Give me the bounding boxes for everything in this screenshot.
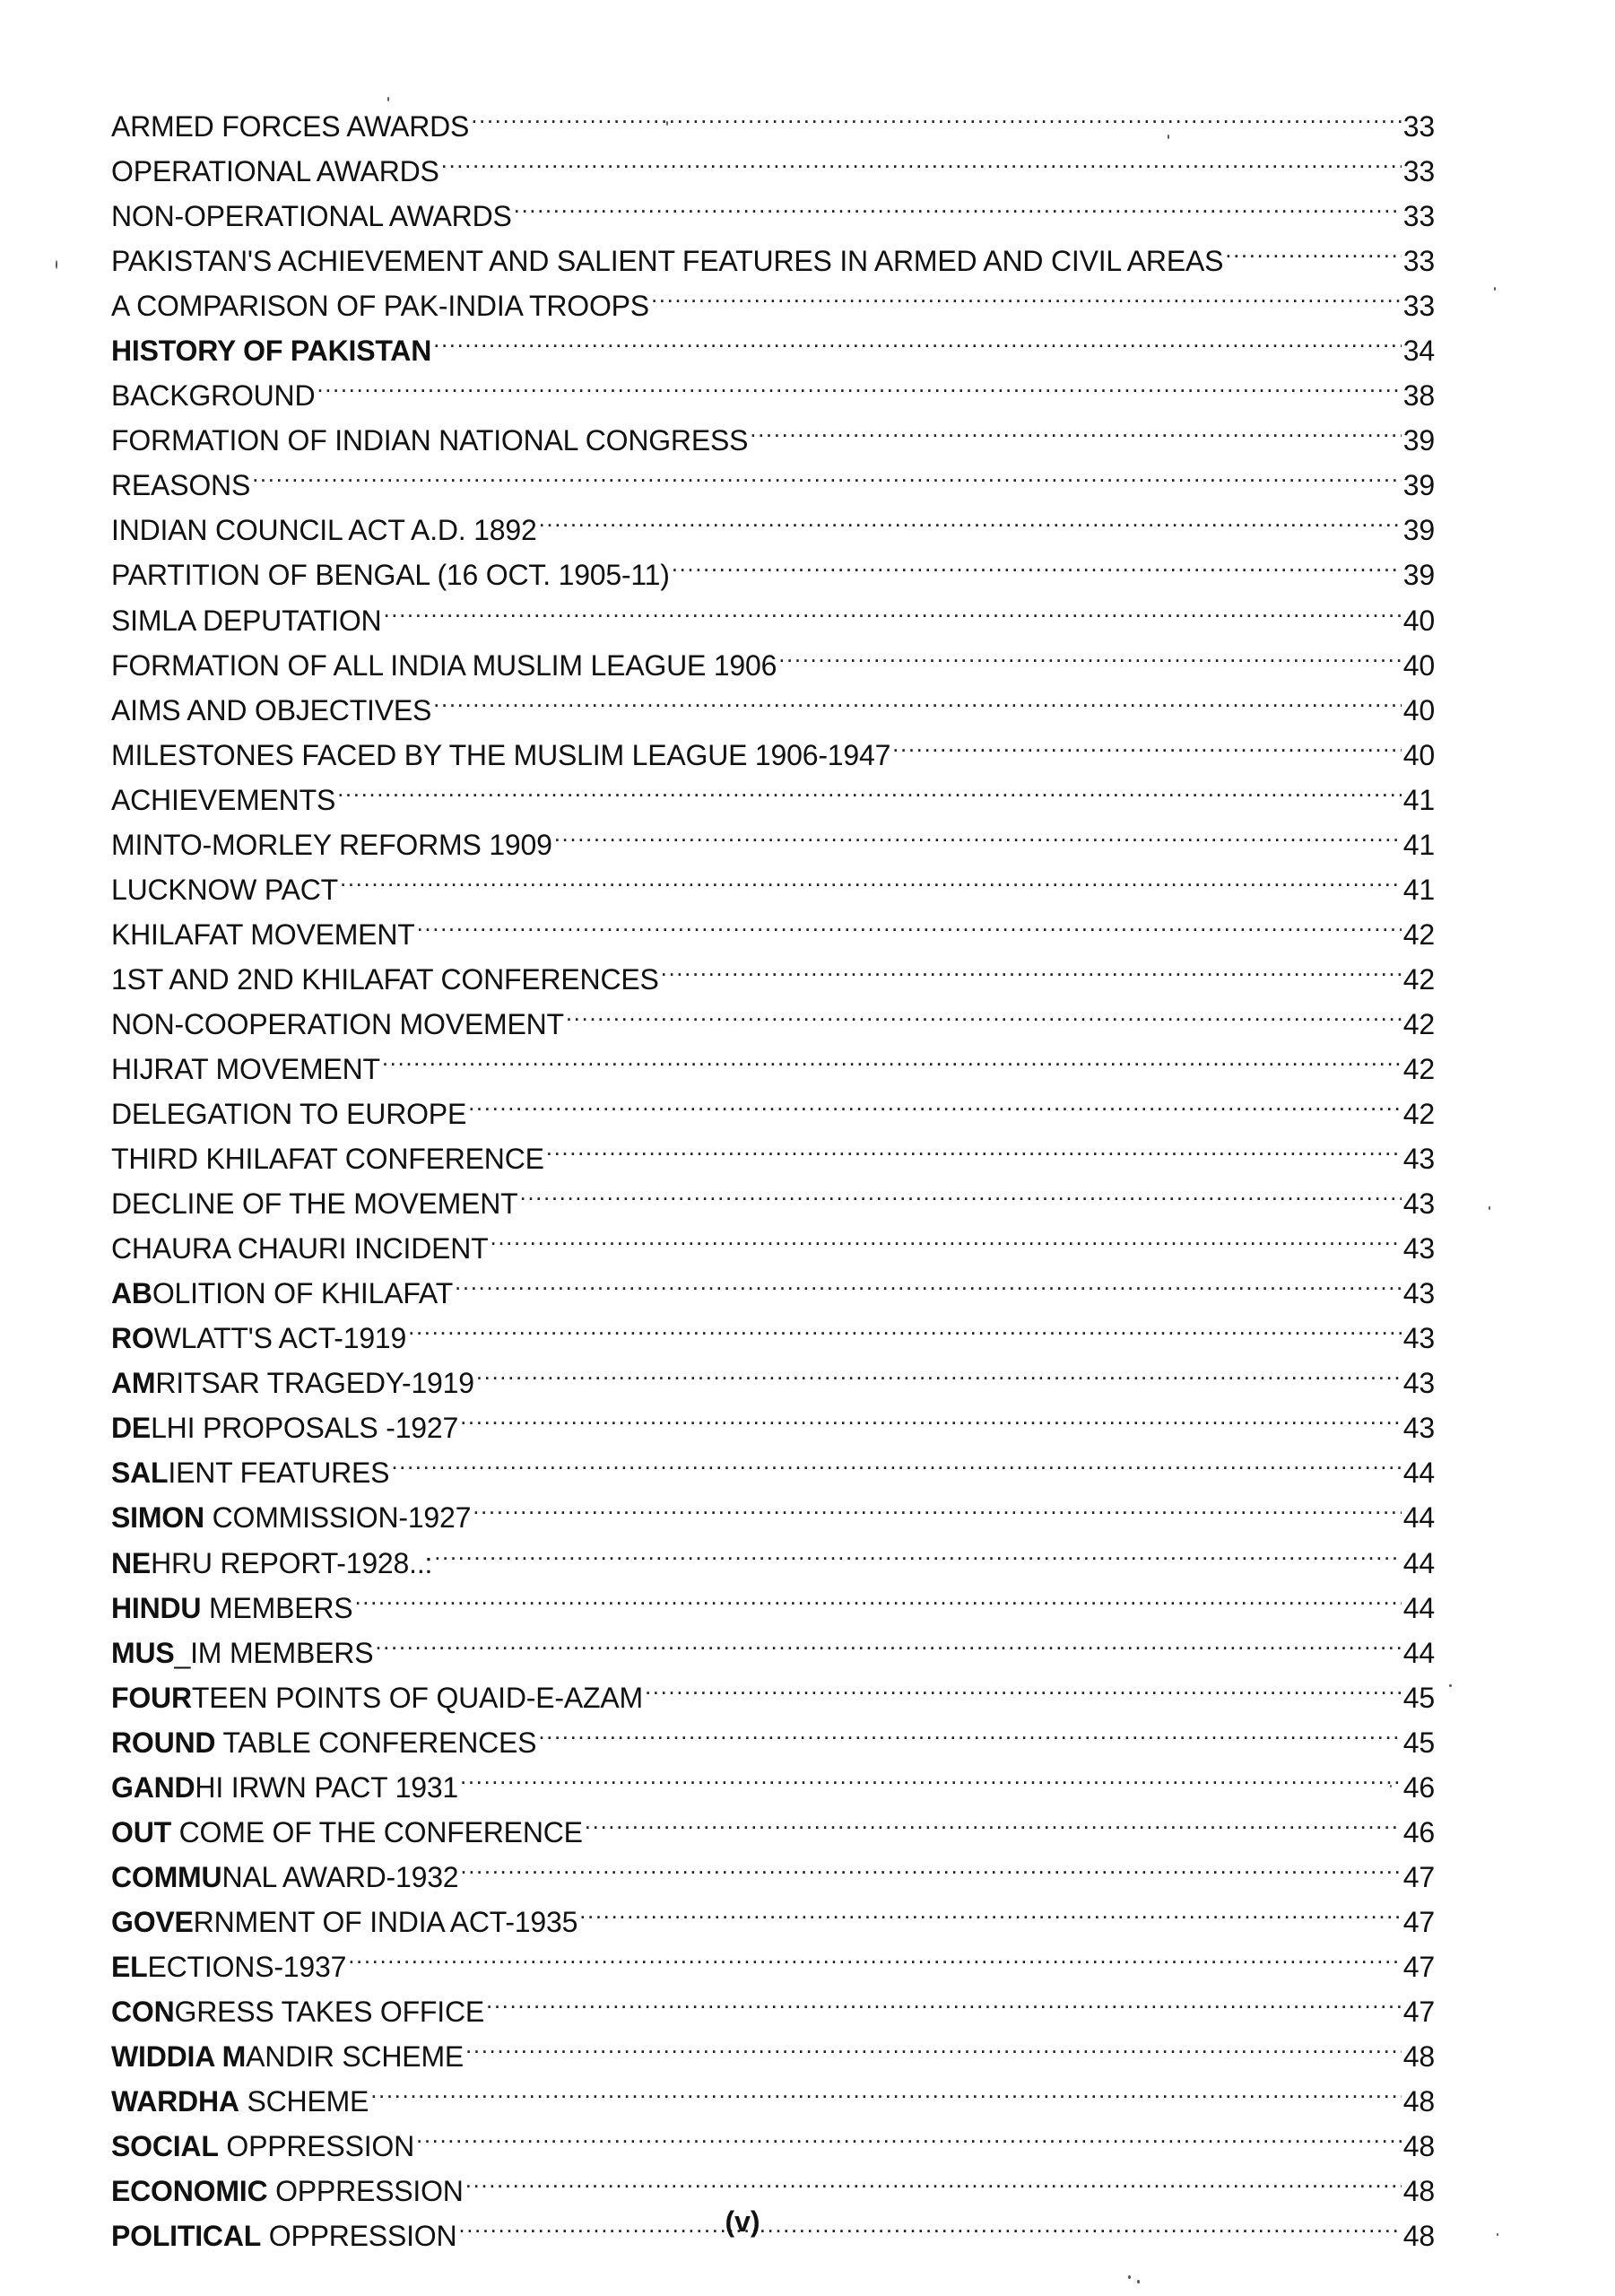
toc-entry-title <box>111 1271 453 1316</box>
dot-leader <box>579 1887 1402 1932</box>
dot-leader <box>460 1393 1402 1438</box>
toc-entry-title-text: MINTO-MORLEY REFORMS 1909 <box>111 828 552 861</box>
toc-entry-title-text: _IM MEMBERS <box>174 1636 374 1669</box>
scan-speck <box>387 97 389 101</box>
toc-entry-page-number: 34 <box>1402 335 1435 368</box>
toc-entry-title-text: REASONS <box>111 469 251 502</box>
toc-entry-title <box>111 688 431 733</box>
dot-leader <box>546 1124 1402 1169</box>
toc-entry-title-bold: HISTORY OF PAKISTAN <box>111 335 432 368</box>
toc-entry-page-number: 41 <box>1402 783 1435 816</box>
toc-entry-title-text: COME OF THE CONFERENCE <box>170 1815 583 1848</box>
toc-entry-page-number: 38 <box>1402 379 1435 413</box>
dot-leader <box>433 316 1402 361</box>
toc-entry-page-number: 33 <box>1402 290 1435 323</box>
toc-entry-title <box>111 912 415 957</box>
toc-entry-title-text: GRESS TAKES OFFICE <box>174 1995 485 2028</box>
scan-speck <box>1449 1684 1452 1687</box>
toc-entry-title <box>111 1181 518 1226</box>
scan-speck <box>1494 287 1496 291</box>
toc-entry-title-text: OPPRESSION <box>261 2220 457 2253</box>
toc-entry <box>111 450 1435 502</box>
toc-entry-title-text: HRU REPORT-1928..: <box>151 1546 433 1579</box>
toc-entry-page-number: 44 <box>1402 1591 1435 1624</box>
toc-entry-page-number: 46 <box>1402 1770 1435 1804</box>
toc-entry-page-number: 48 <box>1402 2220 1435 2253</box>
dot-leader <box>337 765 1402 810</box>
toc-entry-title-text: KHILAFAT MOVEMENT <box>111 918 415 951</box>
toc-entry-page-number: 44 <box>1402 1546 1435 1579</box>
dot-leader <box>651 271 1402 316</box>
toc-entry-title-text: A COMPARISON OF PAK-INDIA TROOPS <box>111 290 649 323</box>
toc-entry-title <box>111 2079 369 2124</box>
toc-entry-title <box>111 1361 474 1405</box>
toc-entry-title <box>111 1136 544 1181</box>
toc-entry-page-number: 47 <box>1402 1860 1435 1893</box>
dot-leader <box>354 1573 1401 1618</box>
toc-entry-title-text: FORMATION OF INDIAN NATIONAL CONGRESS <box>111 424 749 457</box>
dot-leader <box>661 944 1402 989</box>
toc-entry-title-text: THIRD KHILAFAT CONFERENCE <box>111 1143 544 1176</box>
dot-leader <box>750 405 1402 450</box>
dot-leader <box>417 900 1402 944</box>
dot-leader <box>539 495 1402 540</box>
dot-leader <box>408 1303 1402 1348</box>
toc-entry-page-number: 45 <box>1402 1681 1435 1714</box>
toc-entry-page-number: 48 <box>1402 2040 1435 2074</box>
dot-leader <box>645 1663 1402 1708</box>
scan-speck <box>56 260 57 269</box>
toc-entry-title-bold: SIMON <box>111 1501 204 1535</box>
toc-entry-title-bold: WARDHA <box>111 2085 239 2118</box>
dot-leader <box>672 540 1402 585</box>
toc-entry-page-number: 43 <box>1402 1187 1435 1221</box>
toc-entry-title-text: MEMBERS <box>201 1591 353 1624</box>
toc-entry-page-number: 43 <box>1402 1322 1435 1355</box>
dot-leader <box>433 675 1402 720</box>
dot-leader <box>252 450 1402 495</box>
dot-leader <box>455 1258 1402 1303</box>
toc-entry-title <box>111 104 469 149</box>
dot-leader <box>391 1438 1401 1483</box>
toc-entry-title <box>111 867 338 912</box>
dot-leader <box>348 1932 1402 1977</box>
scan-speck <box>666 121 668 126</box>
toc-entry-title <box>111 1631 373 1675</box>
toc-entry-title <box>111 2124 414 2169</box>
table-of-contents <box>111 91 1435 2253</box>
toc-entry-title-text: SIMLA DEPUTATION <box>111 604 382 637</box>
dot-leader <box>382 1034 1402 1079</box>
toc-entry-title-text: RNMENT OF INDIA ACT-1935 <box>193 1905 578 1938</box>
toc-entry-title-text: DELEGATION TO EUROPE <box>111 1098 467 1131</box>
toc-entry-title-text: COMMISSION-1927 <box>204 1501 472 1535</box>
dot-leader <box>486 1977 1402 2022</box>
toc-entry-title-bold: GAND <box>111 1770 195 1804</box>
dot-leader <box>465 2156 1402 2201</box>
toc-entry <box>111 91 1435 143</box>
toc-entry-title <box>111 1047 380 1091</box>
toc-entry-page-number: 48 <box>1402 2175 1435 2208</box>
toc-entry-title <box>111 373 315 418</box>
toc-entry-title-text: BACKGROUND <box>111 379 316 413</box>
toc-entry-title-bold: OUT <box>111 1815 171 1848</box>
toc-entry-page-number: 43 <box>1402 1412 1435 1445</box>
toc-entry-title <box>111 778 335 822</box>
toc-entry-page-number: 39 <box>1402 559 1435 592</box>
toc-entry-title-text: ECTIONS-1937 <box>147 1950 347 1983</box>
dot-leader <box>317 361 1401 405</box>
dot-leader <box>566 989 1402 1034</box>
toc-entry-page-number: 40 <box>1402 604 1435 637</box>
dot-leader <box>538 1708 1401 1752</box>
toc-entry-title-bold: ECONOMIC <box>111 2175 268 2208</box>
toc-entry-title-text: SCHEME <box>239 2085 369 2118</box>
toc-entry-title-text: OPPRESSION <box>218 2130 415 2163</box>
dot-leader <box>778 631 1402 675</box>
dot-leader <box>370 2066 1402 2111</box>
toc-entry-title-text: AIMS AND OBJECTIVES <box>111 693 432 726</box>
toc-entry-page-number: 33 <box>1402 155 1435 188</box>
toc-entry-title-text: WLATT'S ACT-1919 <box>153 1322 407 1355</box>
scan-speck <box>1489 1206 1490 1210</box>
dot-leader <box>434 1528 1402 1573</box>
toc-entry-page-number: 45 <box>1402 1726 1435 1759</box>
dot-leader <box>520 1169 1402 1213</box>
toc-entry-title-text: MILESTONES FACED BY THE MUSLIM LEAGUE 1906-1947 <box>111 738 891 771</box>
toc-entry-page-number: 33 <box>1402 200 1435 233</box>
toc-entry-title-text: NAL AWARD-1932 <box>221 1860 459 1893</box>
toc-entry-title <box>111 463 250 508</box>
toc-entry-title-text: INDIAN COUNCIL ACT A.D. 1892 <box>111 514 537 547</box>
toc-entry-title <box>111 1944 346 1989</box>
dot-leader <box>416 2111 1402 2156</box>
toc-entry-title-bold: MUS <box>111 1636 175 1669</box>
toc-entry-page-number: 43 <box>1402 1143 1435 1176</box>
dot-leader <box>476 1348 1402 1393</box>
dot-leader <box>465 2022 1402 2066</box>
toc-entry-title-text: TABLE CONFERENCES <box>215 1726 537 1759</box>
scan-speck <box>1168 135 1169 139</box>
page-number-footer: (v) <box>725 2205 760 2238</box>
dot-leader <box>441 136 1402 181</box>
toc-entry-title-text: ANDIR SCHEME <box>246 2040 465 2074</box>
toc-entry-title-bold: DE <box>111 1412 152 1445</box>
toc-entry-title-bold: AB <box>111 1277 152 1310</box>
toc-entry-page-number: 42 <box>1402 918 1435 951</box>
toc-entry-page-number: 43 <box>1402 1367 1435 1400</box>
toc-entry-title <box>111 1989 484 2034</box>
toc-entry-page-number: 42 <box>1402 962 1435 996</box>
toc-entry-title-bold: POLITICAL <box>111 2220 262 2253</box>
toc-entry-title <box>111 1450 389 1495</box>
toc-entry-page-number: 48 <box>1402 2130 1435 2163</box>
toc-entry-title-text: IENT FEATURES <box>168 1457 390 1490</box>
toc-entry-page-number: 41 <box>1402 873 1435 906</box>
toc-entry-page-number: 47 <box>1402 1905 1435 1938</box>
toc-entry-title-text: HI IRWN PACT 1931 <box>195 1770 459 1804</box>
dot-leader <box>383 586 1401 631</box>
dot-leader <box>460 1842 1401 1887</box>
toc-entry-title-text: 1ST AND 2ND KHILAFAT CONFERENCES <box>111 962 659 996</box>
toc-entry-title-text: ARMED FORCES AWARDS <box>111 110 470 143</box>
toc-entry-page-number: 41 <box>1402 828 1435 861</box>
toc-entry-title-text: CHAURA CHAURI INCIDENT <box>111 1232 489 1265</box>
toc-entry-title <box>111 194 512 239</box>
toc-entry-title-text: PAKISTAN'S ACHIEVEMENT AND SALIENT FEATURES IN ARMED AND CIVIL AREAS <box>111 245 1224 278</box>
toc-entry-title <box>111 1495 471 1540</box>
dot-leader <box>460 1752 1402 1797</box>
dot-leader <box>375 1618 1401 1663</box>
dot-leader <box>514 181 1402 226</box>
toc-entry-title <box>111 598 381 643</box>
toc-entry-title <box>111 1765 458 1810</box>
toc-entry-title-bold: GOVE <box>111 1905 194 1938</box>
toc-entry-title <box>111 1316 406 1361</box>
toc-entry-title-bold: FOUR <box>111 1681 192 1714</box>
toc-entry-page-number: 43 <box>1402 1232 1435 1265</box>
dot-leader <box>585 1797 1402 1842</box>
toc-entry-title-bold: CON <box>111 1995 175 2028</box>
toc-entry-title <box>111 1226 489 1271</box>
toc-entry-title-bold: WIDDIA M <box>111 2040 247 2074</box>
toc-entry-page-number: 46 <box>1402 1815 1435 1848</box>
toc-entry-title-text: FORMATION OF ALL INDIA MUSLIM LEAGUE 1906 <box>111 648 777 682</box>
toc-entry-title-bold: ROUND <box>111 1726 216 1759</box>
toc-entry-page-number: 44 <box>1402 1636 1435 1669</box>
toc-entry <box>111 495 1435 547</box>
toc-entry-page-number: 44 <box>1402 1457 1435 1490</box>
toc-entry-page-number: 47 <box>1402 1950 1435 1983</box>
toc-entry-title-bold: AM <box>111 1367 156 1400</box>
dot-leader <box>1225 226 1402 271</box>
toc-entry-title-bold: RO <box>111 1322 154 1355</box>
toc-entry-page-number: 43 <box>1402 1277 1435 1310</box>
toc-entry-page-number: 47 <box>1402 1995 1435 2028</box>
dot-leader <box>554 810 1402 855</box>
toc-entry-title <box>111 149 439 194</box>
toc-entry-title <box>111 1091 466 1136</box>
dot-leader <box>340 855 1402 900</box>
toc-entry-title-text: ACHIEVEMENTS <box>111 783 336 816</box>
toc-entry-title-bold: COMMU <box>111 1860 222 1893</box>
toc-entry-title-text: NON-OPERATIONAL AWARDS <box>111 200 512 233</box>
toc-entry-title-text: NON-COOPERATION MOVEMENT <box>111 1007 564 1040</box>
toc-entry-title-bold: HINDU <box>111 1591 202 1624</box>
dot-leader <box>468 1079 1402 1124</box>
toc-entry-title-text: RITSAR TRAGEDY-1919 <box>155 1367 474 1400</box>
toc-entry-title-text: HIJRAT MOVEMENT <box>111 1052 380 1085</box>
toc-entry-page-number: 39 <box>1402 469 1435 502</box>
toc-entry-title-text: TEEN POINTS OF QUAID-E-AZAM <box>191 1681 643 1714</box>
toc-entry-title-bold: EL <box>111 1950 148 1983</box>
toc-entry-title-bold: NE <box>111 1546 152 1579</box>
toc-entry-title-text: PARTITION OF BENGAL (16 OCT. 1905-11) <box>111 559 670 592</box>
toc-entry-page-number: 39 <box>1402 424 1435 457</box>
dot-leader <box>473 1483 1402 1527</box>
dot-leader <box>491 1213 1402 1258</box>
toc-entry-page-number: 48 <box>1402 2085 1435 2118</box>
toc-entry-page-number: 33 <box>1402 110 1435 143</box>
toc-entry-title-bold: SAL <box>111 1457 169 1490</box>
toc-entry-title <box>111 1855 458 1900</box>
toc-entry-title <box>111 508 537 552</box>
toc-entry-title-text: OPERATIONAL AWARDS <box>111 155 439 188</box>
scan-speck <box>1128 2275 1131 2279</box>
toc-entry-page-number: 40 <box>1402 648 1435 682</box>
toc-entry-page-number: 42 <box>1402 1098 1435 1131</box>
dot-leader <box>471 91 1402 136</box>
toc-entry-title-text: OLITION OF KHILAFAT <box>152 1277 454 1310</box>
toc-entry-page-number: 33 <box>1402 245 1435 278</box>
toc-entry-page-number: 40 <box>1402 693 1435 726</box>
toc-entry-title-text: LUCKNOW PACT <box>111 873 339 906</box>
toc-entry-page-number: 40 <box>1402 738 1435 771</box>
toc-entry-page-number: 42 <box>1402 1052 1435 1085</box>
toc-entry-title-bold: SOCIAL <box>111 2130 219 2163</box>
toc-entry-title <box>111 1586 352 1631</box>
scan-speck <box>1497 2233 1498 2236</box>
scan-speck <box>1137 2280 1140 2283</box>
dot-leader <box>892 720 1402 765</box>
toc-entry-title-text: LHI PROPOSALS -1927 <box>151 1412 459 1445</box>
toc-entry-page-number: 42 <box>1402 1007 1435 1040</box>
toc-entry-page-number: 44 <box>1402 1501 1435 1535</box>
scan-speck <box>1390 1785 1392 1787</box>
toc-entry-title-text: OPPRESSION <box>267 2175 464 2208</box>
toc-entry-title-text: DECLINE OF THE MOVEMENT <box>111 1187 518 1221</box>
toc-entry-page-number: 39 <box>1402 514 1435 547</box>
